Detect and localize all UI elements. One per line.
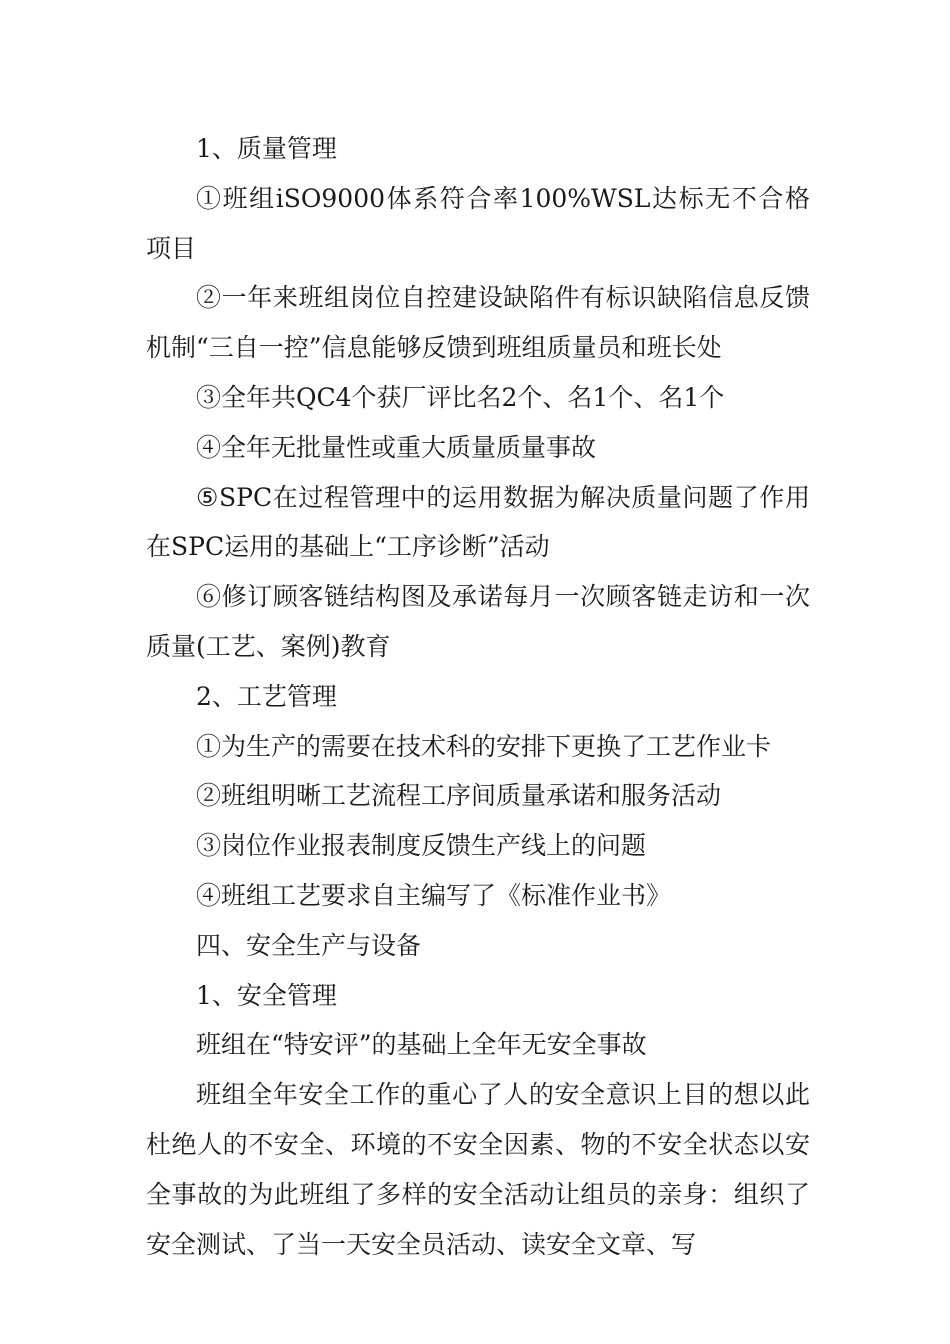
document-body: [146, 124, 810, 1269]
chapter-heading-safety: 四、安全生产与设备: [196, 930, 422, 960]
paragraph: ②班组明晰工艺流程工序间质量承诺和服务活动: [196, 781, 722, 811]
paragraph: 班组全年安全工作的重心了人的安全意识上目的想以此杜绝人的不安全、环境的不安全因素、物的不安全状态以安全事故的为此班组了多样的安全活动让组员的亲身：组织了安全测试、了当一天安全员活动、读安全文章、写: [146, 1080, 810, 1259]
paragraph: ②一年来班组岗位自控建设缺陷件有标识缺陷信息反馈机制“三自一控”信息能够反馈到班组质量员和班长处: [146, 283, 810, 363]
section-heading-safety: 1、安全管理: [196, 980, 337, 1010]
section-heading-process: 2、工艺管理: [196, 681, 337, 711]
paragraph: ⑥修订顾客链结构图及承诺每月一次顾客链走访和一次质量(工艺、案例)教育: [146, 582, 810, 661]
paragraph: 班组在“特安评”的基础上全年无安全事故: [196, 1030, 647, 1060]
paragraph: ①班组iSO9000体系符合率100%WSL达标无不合格项目: [146, 183, 810, 263]
paragraph: ④班组工艺要求自主编写了《标准作业书》: [196, 880, 672, 910]
paragraph: ③全年共QC4个获厂评比名2个、名1个、名1个: [196, 382, 725, 412]
paragraph: ④全年无批量性或重大质量质量事故: [196, 432, 597, 462]
paragraph: ①为生产的需要在技术科的安排下更换了工艺作业卡: [196, 731, 772, 761]
section-heading-quality: 1、质量管理: [196, 134, 337, 163]
paragraph: ⑤SPC在过程管理中的运用数据为解决质量问题了作用在SPC运用的基础上“工序诊断”活动: [146, 482, 810, 562]
paragraph: ③岗位作业报表制度反馈生产线上的问题: [196, 831, 647, 861]
